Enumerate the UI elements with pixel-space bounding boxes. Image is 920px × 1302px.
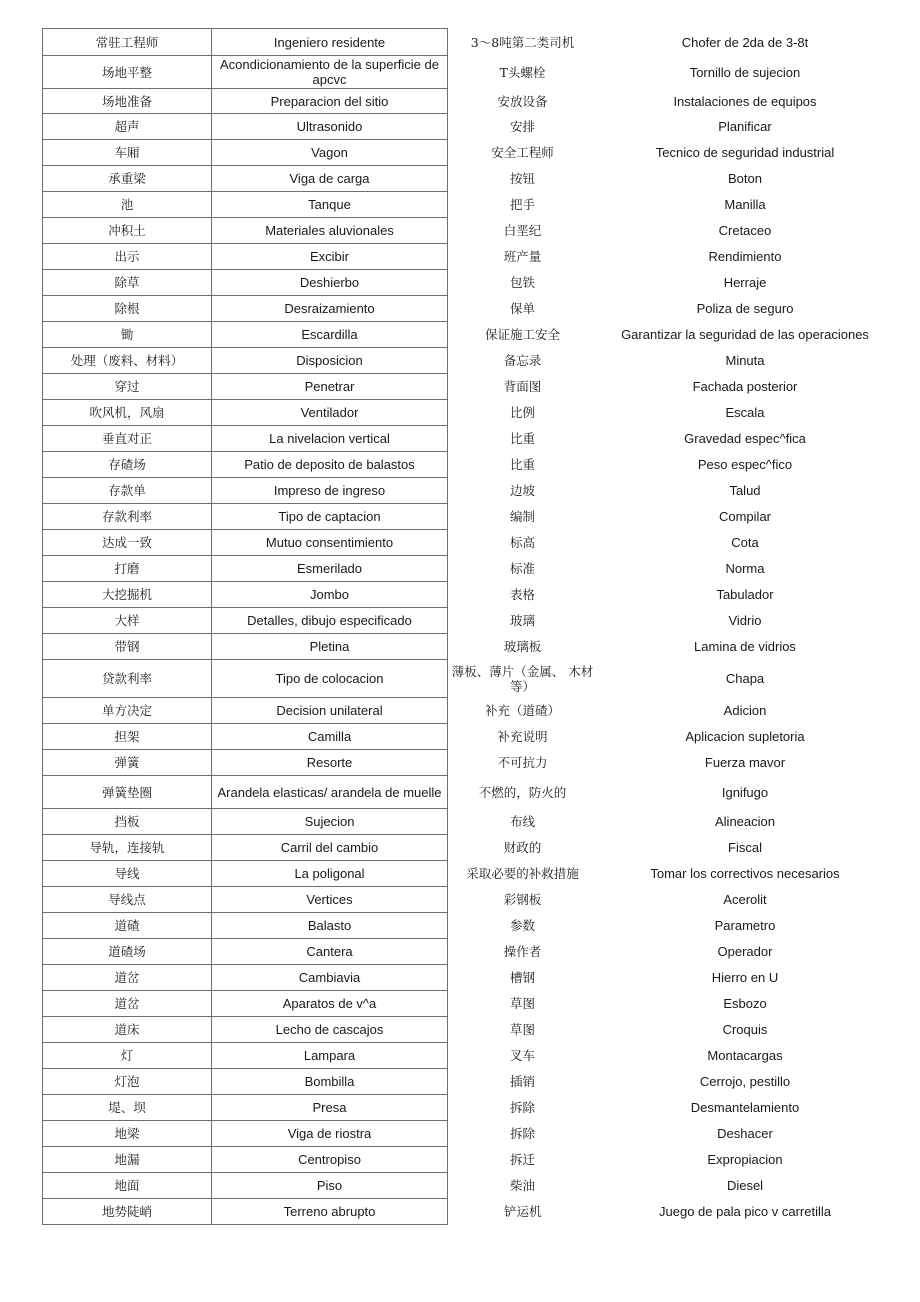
term-spanish: Viga de carga	[212, 166, 448, 192]
table-row	[43, 1173, 893, 1199]
term-spanish-2: Fuerza mavor	[704, 755, 786, 770]
table-row	[43, 991, 893, 1017]
table-row	[43, 750, 893, 776]
term-chinese: 道岔	[43, 991, 212, 1017]
term-chinese-2: 拆迁	[509, 1152, 535, 1167]
term-spanish: Excibir	[212, 244, 448, 270]
term-chinese: 灯泡	[43, 1069, 212, 1095]
term-spanish: Esmerilado	[212, 556, 448, 582]
term-spanish-2: Hierro en U	[711, 970, 779, 985]
term-spanish: Mutuo consentimiento	[212, 530, 448, 556]
table-row	[43, 1095, 893, 1121]
table-row	[43, 1069, 893, 1095]
table-row	[43, 114, 893, 140]
term-chinese: 导线点	[43, 887, 212, 913]
term-spanish: Disposicion	[212, 348, 448, 374]
term-chinese-2: 彩钢板	[503, 892, 542, 907]
term-spanish: Ventilador	[212, 400, 448, 426]
term-spanish-2: Ignifugo	[721, 784, 769, 800]
term-spanish: Acondicionamiento de la superficie de apcvc	[212, 56, 448, 89]
term-chinese: 带钢	[43, 634, 212, 660]
table-row	[43, 348, 893, 374]
term-chinese: 达成一致	[43, 530, 212, 556]
term-spanish: Preparacion del sitio	[212, 89, 448, 114]
term-chinese: 道碴	[43, 913, 212, 939]
table-row	[43, 913, 893, 939]
term-chinese-2: 编制	[509, 509, 535, 524]
term-spanish-2: Talud	[729, 483, 761, 498]
term-spanish-2: Cerrojo, pestillo	[699, 1074, 791, 1089]
term-spanish: Desraizamiento	[212, 296, 448, 322]
term-chinese-2: 槽钢	[509, 970, 535, 985]
term-spanish-2: Lamina de vidrios	[694, 639, 796, 654]
term-spanish: Escardilla	[212, 322, 448, 348]
term-chinese: 地势陡峭	[43, 1199, 212, 1225]
table-row	[43, 1147, 893, 1173]
term-chinese: 贷款利率	[43, 660, 212, 698]
term-chinese-2: 包铁	[509, 275, 535, 290]
term-chinese-2: 补充说明	[497, 729, 548, 744]
term-spanish: Ingeniero residente	[212, 29, 448, 56]
term-chinese-2: 财政的	[503, 840, 542, 855]
term-chinese: 弹簧	[43, 750, 212, 776]
term-chinese-2: 背面图	[503, 379, 542, 394]
term-spanish-2: Operador	[717, 944, 773, 959]
term-chinese-2: 玻璃板	[503, 639, 542, 654]
term-spanish: Viga de riostra	[212, 1121, 448, 1147]
term-chinese-2: 草图	[509, 996, 535, 1011]
table-row	[43, 1043, 893, 1069]
term-chinese: 车厢	[43, 140, 212, 166]
term-chinese-2: 比重	[509, 457, 535, 472]
term-spanish-2: Tabulador	[716, 587, 774, 602]
term-chinese-2: 把手	[509, 197, 535, 212]
term-chinese-2: 表格	[509, 587, 535, 602]
term-chinese: 存款利率	[43, 504, 212, 530]
term-chinese: 存款单	[43, 478, 212, 504]
term-chinese-2: 参数	[509, 918, 535, 933]
term-spanish-2: Instalaciones de equipos	[673, 93, 817, 109]
table-row	[43, 29, 893, 56]
term-spanish: Arandela elasticas/ arandela de muelle	[212, 776, 448, 809]
term-chinese: 场地准备	[43, 89, 212, 114]
term-chinese: 打磨	[43, 556, 212, 582]
table-row	[43, 426, 893, 452]
term-chinese-2: 白垩纪	[503, 223, 542, 238]
table-row	[43, 192, 893, 218]
term-chinese-2: 操作者	[503, 944, 542, 959]
term-chinese-2: 薄板、薄片（金属、 木材等）	[451, 663, 594, 694]
term-spanish: Presa	[212, 1095, 448, 1121]
term-spanish: La poligonal	[212, 861, 448, 887]
term-spanish-2: Rendimiento	[708, 249, 782, 264]
term-chinese: 道碴场	[43, 939, 212, 965]
term-spanish-2: Garantizar la seguridad de las operaciones	[621, 327, 869, 342]
term-spanish: Pletina	[212, 634, 448, 660]
term-chinese-2: 安放设备	[497, 93, 548, 109]
term-spanish-2: Chofer de 2da de 3-8t	[681, 34, 809, 50]
term-spanish: Detalles, dibujo especificado	[212, 608, 448, 634]
table-row	[43, 478, 893, 504]
term-chinese: 单方决定	[43, 698, 212, 724]
term-spanish: Materiales aluvionales	[212, 218, 448, 244]
term-chinese: 道岔	[43, 965, 212, 991]
term-chinese: 除草	[43, 270, 212, 296]
term-chinese-2: 标准	[509, 561, 535, 576]
table-row	[43, 1121, 893, 1147]
term-spanish: Aparatos de v^a	[212, 991, 448, 1017]
term-chinese: 锄	[43, 322, 212, 348]
term-chinese: 挡板	[43, 809, 212, 835]
term-spanish: Sujecion	[212, 809, 448, 835]
term-spanish: Patio de deposito de balastos	[212, 452, 448, 478]
term-spanish-2: Norma	[725, 561, 765, 576]
term-chinese: 承重梁	[43, 166, 212, 192]
term-chinese: 大挖掘机	[43, 582, 212, 608]
term-chinese: 导轨，连接轨	[43, 835, 212, 861]
term-spanish-2: Gravedad espec^fica	[684, 431, 806, 446]
table-row	[43, 809, 893, 835]
table-row	[43, 530, 893, 556]
term-spanish-2: Minuta	[725, 353, 765, 368]
term-chinese-2: 草图	[509, 1022, 535, 1037]
term-spanish-2: Esbozo	[723, 996, 767, 1011]
term-chinese-2: 标高	[509, 535, 535, 550]
table-row	[43, 452, 893, 478]
term-spanish-2: Cota	[731, 535, 759, 550]
term-spanish: Cantera	[212, 939, 448, 965]
term-spanish: Centropiso	[212, 1147, 448, 1173]
table-row	[43, 296, 893, 322]
table-row	[43, 939, 893, 965]
table-row	[43, 556, 893, 582]
term-chinese: 地梁	[43, 1121, 212, 1147]
table-row	[43, 374, 893, 400]
term-chinese: 场地平整	[43, 56, 212, 89]
term-chinese-2: 拆除	[509, 1100, 535, 1115]
term-chinese: 吹风机，风扇	[43, 400, 212, 426]
table-row	[43, 218, 893, 244]
term-spanish: Terreno abrupto	[212, 1199, 448, 1225]
term-spanish-2: Montacargas	[707, 1048, 783, 1063]
term-spanish-2: Parametro	[714, 918, 776, 933]
table-row	[43, 244, 893, 270]
term-chinese-2: 采取必要的补救措施	[466, 866, 579, 881]
term-chinese-2: 比例	[509, 405, 535, 420]
table-row	[43, 582, 893, 608]
term-chinese: 地面	[43, 1173, 212, 1199]
term-chinese-2: 安排	[509, 119, 535, 134]
term-chinese-2: 不可抗力	[497, 755, 548, 770]
term-chinese: 冲积土	[43, 218, 212, 244]
glossary-table	[42, 28, 893, 1225]
table-row	[43, 608, 893, 634]
term-spanish-2: Deshacer	[717, 1126, 773, 1141]
term-chinese-2: 插销	[509, 1074, 535, 1089]
term-chinese-2: 叉车	[509, 1048, 535, 1063]
term-spanish: Tipo de captacion	[212, 504, 448, 530]
table-row	[43, 965, 893, 991]
term-spanish-2: Herraje	[723, 275, 767, 290]
term-spanish-2: Desmantelamiento	[690, 1100, 800, 1115]
term-spanish-2: Tomar los correctivos necesarios	[650, 866, 840, 881]
term-chinese-2: 补充（道碴）	[484, 703, 560, 718]
term-spanish: Decision unilateral	[212, 698, 448, 724]
table-row	[43, 1017, 893, 1043]
term-chinese-2: 班产量	[503, 249, 542, 264]
term-chinese: 除根	[43, 296, 212, 322]
term-chinese-2: 玻璃	[509, 613, 535, 628]
table-row	[43, 1199, 893, 1225]
table-row	[43, 504, 893, 530]
term-spanish-2: Vidrio	[728, 613, 762, 628]
table-row	[43, 166, 893, 192]
term-spanish: Lecho de cascajos	[212, 1017, 448, 1043]
term-chinese-2: 不燃的，防火的	[478, 784, 567, 800]
table-row	[43, 698, 893, 724]
term-spanish-2: Tecnico de seguridad industrial	[655, 145, 835, 160]
term-chinese: 垂直对正	[43, 426, 212, 452]
term-spanish: Ultrasonido	[212, 114, 448, 140]
term-spanish-2: Fiscal	[728, 840, 762, 855]
term-chinese-2: 保证施工安全	[484, 327, 560, 342]
term-spanish-2: Acerolit	[723, 892, 767, 907]
term-chinese: 道床	[43, 1017, 212, 1043]
table-row	[43, 634, 893, 660]
term-chinese: 弹簧垫圈	[43, 776, 212, 809]
term-spanish: Vagon	[212, 140, 448, 166]
term-spanish: Vertices	[212, 887, 448, 913]
term-chinese: 常驻工程师	[43, 29, 212, 56]
term-spanish: Penetrar	[212, 374, 448, 400]
term-chinese-2: 3〜8吨第二类司机	[470, 34, 575, 50]
term-spanish-2: Expropiacion	[707, 1152, 783, 1167]
term-chinese: 堤、坝	[43, 1095, 212, 1121]
term-spanish-2: Chapa	[725, 671, 765, 686]
term-spanish-2: Fachada posterior	[692, 379, 798, 394]
term-spanish: Lampara	[212, 1043, 448, 1069]
term-spanish: Bombilla	[212, 1069, 448, 1095]
term-chinese: 存碴场	[43, 452, 212, 478]
term-chinese-2: 拆除	[509, 1126, 535, 1141]
table-row	[43, 322, 893, 348]
table-row	[43, 861, 893, 887]
term-spanish-2: Tornillo de sujecion	[689, 64, 801, 80]
term-spanish-2: Planificar	[718, 119, 772, 134]
term-chinese-2: 备忘录	[503, 353, 542, 368]
term-chinese: 出示	[43, 244, 212, 270]
term-spanish-2: Alineacion	[715, 814, 775, 829]
term-chinese-2: 铲运机	[503, 1204, 542, 1219]
table-row	[43, 835, 893, 861]
table-row	[43, 140, 893, 166]
term-spanish: Cambiavia	[212, 965, 448, 991]
term-chinese-2: 柴油	[509, 1178, 535, 1193]
term-chinese-2: T头螺栓	[499, 64, 546, 80]
term-chinese: 超声	[43, 114, 212, 140]
term-chinese-2: 比重	[509, 431, 535, 446]
term-spanish-2: Diesel	[726, 1178, 764, 1193]
table-row	[43, 56, 893, 89]
term-spanish-2: Peso espec^fico	[697, 457, 793, 472]
table-row	[43, 887, 893, 913]
term-spanish: Impreso de ingreso	[212, 478, 448, 504]
term-chinese-2: 安全工程师	[491, 145, 554, 160]
term-spanish-2: Juego de pala pico v carretilla	[659, 1204, 831, 1219]
term-chinese: 担架	[43, 724, 212, 750]
term-chinese-2: 保单	[509, 301, 535, 316]
term-spanish: Jombo	[212, 582, 448, 608]
table-row	[43, 270, 893, 296]
term-chinese-2: 布线	[509, 814, 535, 829]
table-row	[43, 724, 893, 750]
glossary-body	[43, 29, 893, 1225]
term-spanish-2: Adicion	[723, 703, 767, 718]
term-chinese-2: 按钮	[509, 171, 535, 186]
table-row	[43, 660, 893, 698]
term-chinese: 穿过	[43, 374, 212, 400]
term-spanish: Carril del cambio	[212, 835, 448, 861]
term-chinese: 地漏	[43, 1147, 212, 1173]
term-spanish-2: Compilar	[718, 509, 771, 524]
table-row	[43, 776, 893, 809]
term-spanish: Deshierbo	[212, 270, 448, 296]
table-row	[43, 400, 893, 426]
term-chinese: 导线	[43, 861, 212, 887]
term-spanish: Piso	[212, 1173, 448, 1199]
term-spanish-2: Croquis	[722, 1022, 768, 1037]
term-spanish: Camilla	[212, 724, 448, 750]
term-spanish-2: Escala	[725, 405, 765, 420]
term-spanish-2: Manilla	[724, 197, 766, 212]
term-chinese: 灯	[43, 1043, 212, 1069]
term-spanish: La nivelacion vertical	[212, 426, 448, 452]
term-chinese: 大样	[43, 608, 212, 634]
term-spanish-2: Poliza de seguro	[696, 301, 794, 316]
term-spanish-2: Boton	[728, 171, 762, 186]
term-spanish-2: Cretaceo	[718, 223, 772, 238]
term-chinese-2: 边坡	[509, 483, 535, 498]
term-spanish: Balasto	[212, 913, 448, 939]
table-row	[43, 89, 893, 114]
term-chinese: 处理（废料、材料）	[43, 348, 212, 374]
term-spanish: Tipo de colocacion	[212, 660, 448, 698]
term-spanish-2: Aplicacion supletoria	[685, 729, 805, 744]
term-spanish: Resorte	[212, 750, 448, 776]
term-chinese: 池	[43, 192, 212, 218]
term-spanish: Tanque	[212, 192, 448, 218]
